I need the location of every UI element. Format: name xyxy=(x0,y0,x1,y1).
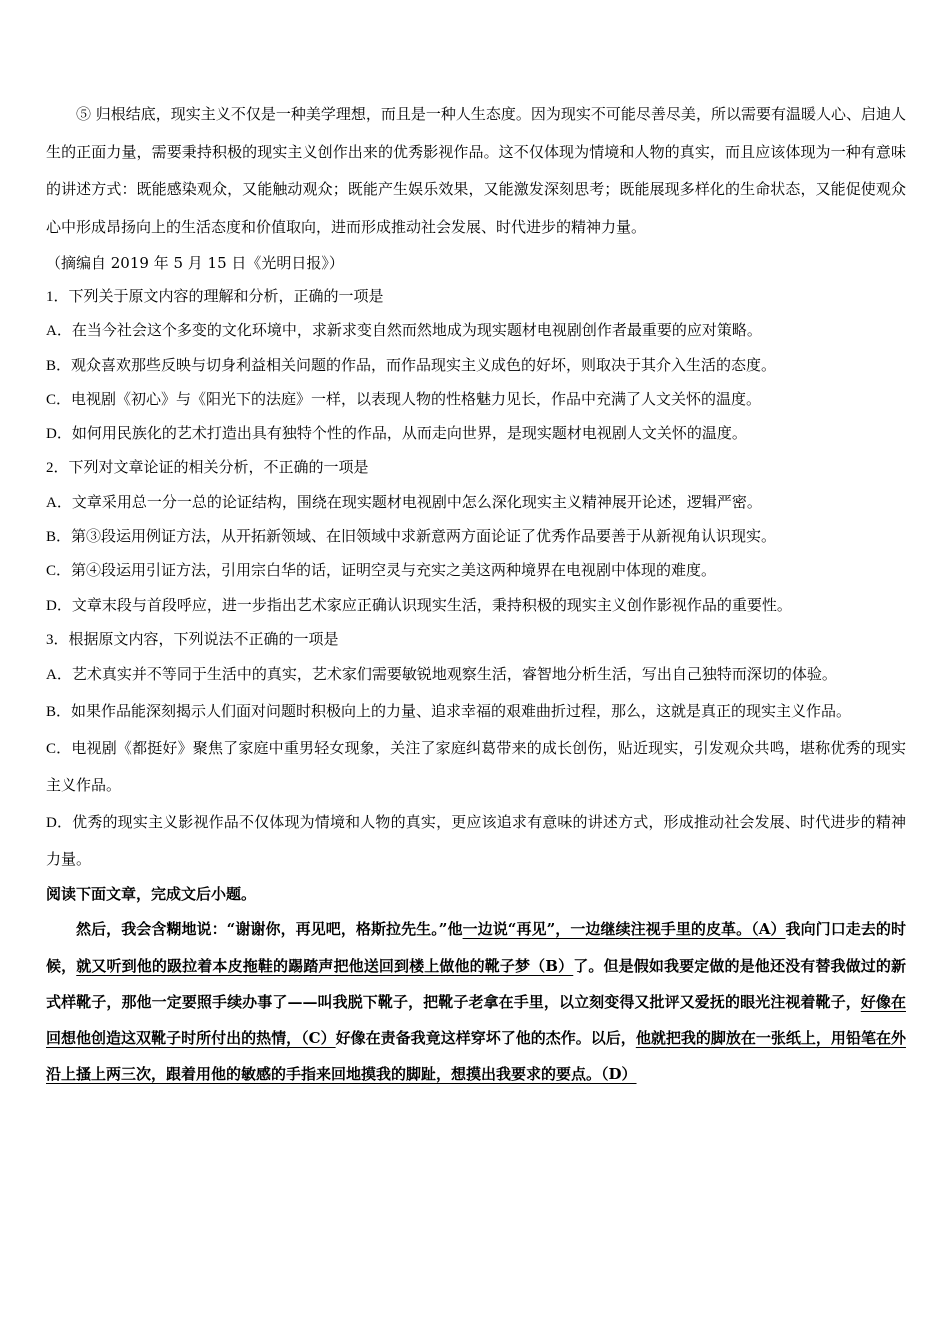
story-text-2: 我向门口走去的时候， xyxy=(46,920,906,975)
question-2-option-b: B．第③段运用例证方法，从开拓新领域、在旧领域中求新意两方面论证了优秀作品要善于从新视角认识现实。 xyxy=(46,529,777,546)
question-3-stem: 3．根据原文内容，下列说法不正确的一项是 xyxy=(46,631,339,648)
question-1-option-d: D．如何用民族化的艺术打造出具有独特个性的作品，从而走向世界，是现实题材电视剧人文关怀的温度。 xyxy=(46,426,747,443)
question-3-option-a: A．艺术真实并不等同于生活中的真实，艺术家们需要敏锐地观察生活，睿智地分析生活，写出自己独特而深切的体验。 xyxy=(46,667,837,684)
story-paragraph xyxy=(46,911,906,1092)
question-1-option-b: B．观众喜欢那些反映与切身利益相关问题的作品，而作品现实主义成色的好坏，则取决于其介入生活的态度。 xyxy=(46,357,777,374)
question-3-option-b: B．如果作品能深刻揭示人们面对问题时积极向上的力量、追求幸福的艰难曲折过程，那么，这就是真正的现实主义作品。 xyxy=(46,704,852,721)
document-page xyxy=(46,96,906,1093)
question-2-option-a: A．文章采用总一分一总的论证结构，围绕在现实题材电视剧中怎么深化现实主义精神展开论述，逻辑严密。 xyxy=(46,494,762,511)
story-text-1: 然后，我会含糊地说：“谢谢你，再见吧，格斯拉先生。”他 xyxy=(76,920,463,939)
reading-instruction: 阅读下面文章，完成文后小题。 xyxy=(46,887,257,904)
question-1-option-a: A．在当今社会这个多变的文化环境中，求新求变自然而然地成为现实题材电视剧创作者最重要的应对策略。 xyxy=(46,323,762,340)
question-2-option-d: D．文章末段与首段呼应，进一步指出艺术家应正确认识现实生活，秉持积极的现实主义创作影视作品的重要性。 xyxy=(46,597,792,614)
paragraph-5: ⑤ 归根结底，现实主义不仅是一种美学理想，而且是一种人生态度。因为现实不可能尽善尽美，所以需要有温暖人心、启迪人生的正面力量，需要秉持积极的现实主义创作出来的优秀影视作品。这不仅体现为情境和人物的真实，而且应该体现为一种有意味的讲述方式：既能感染观众，又能触动观众；既能产生娱乐效果，又能激发深刻思考；既能展现多样化的生命状态，又能促使观众心中形成昂扬向上的生活态度和价值取向，进而形成推动社会发展、时代进步的精神力量。 xyxy=(46,105,906,236)
story-text-3: 了。但是假如我要定做的是他还没有替我做过的新式样靴子，那他一定要照手续办事了——叫我脱下靴子，把靴子老拿在手里，以立刻变得又批评又爱抚的眼光注视着靴子， xyxy=(46,956,906,1011)
underlined-segment-a: 一边说“再见”，一边继续注视手里的皮革。（A） xyxy=(462,920,786,939)
question-2-option-c: C．第④段运用引证方法，引用宗白华的话，证明空灵与充实之美这两种境界在电视剧中体现的难度。 xyxy=(46,563,717,580)
question-2-stem: 2．下列对文章论证的相关分析，不正确的一项是 xyxy=(46,460,369,477)
source-citation: （摘编自 2019 年 5 月 15 日《光明日报》） xyxy=(46,254,344,272)
question-3-option-d: D．优秀的现实主义影视作品不仅体现为情境和人物的真实，更应该追求有意味的讲述方式，形成推动社会发展、时代进步的精神力量。 xyxy=(46,815,906,869)
underlined-segment-c: 好像在回想他创造这双靴子时所付出的热情，（C） xyxy=(46,992,906,1048)
question-1-stem: 1．下列关于原文内容的理解和分析，正确的一项是 xyxy=(46,289,384,305)
story-text-4: 好像在责备我竟这样穿坏了他的杰作。以后， xyxy=(335,1029,636,1048)
underlined-segment-b: 就又听到他的趿拉着本皮拖鞋的踢踏声把他送回到楼上做他的靴子梦（B） xyxy=(76,956,574,975)
question-3-option-c: C．电视剧《都挺好》聚焦了家庭中重男轻女现象，关注了家庭纠葛带来的成长创伤，贴近现实，引发观众共鸣，堪称优秀的现实主义作品。 xyxy=(46,741,906,795)
question-1-option-c: C．电视剧《初心》与《阳光下的法庭》一样，以表现人物的性格魅力见长，作品中充满了人文关怀的温度。 xyxy=(46,391,762,408)
underlined-segment-d: 他就把我的脚放在一张纸上，用铅笔在外沿上搔上两三次，跟着用他的敏感的手指来回地摸我的脚趾，想摸出我要求的要点。（D） xyxy=(46,1029,906,1084)
